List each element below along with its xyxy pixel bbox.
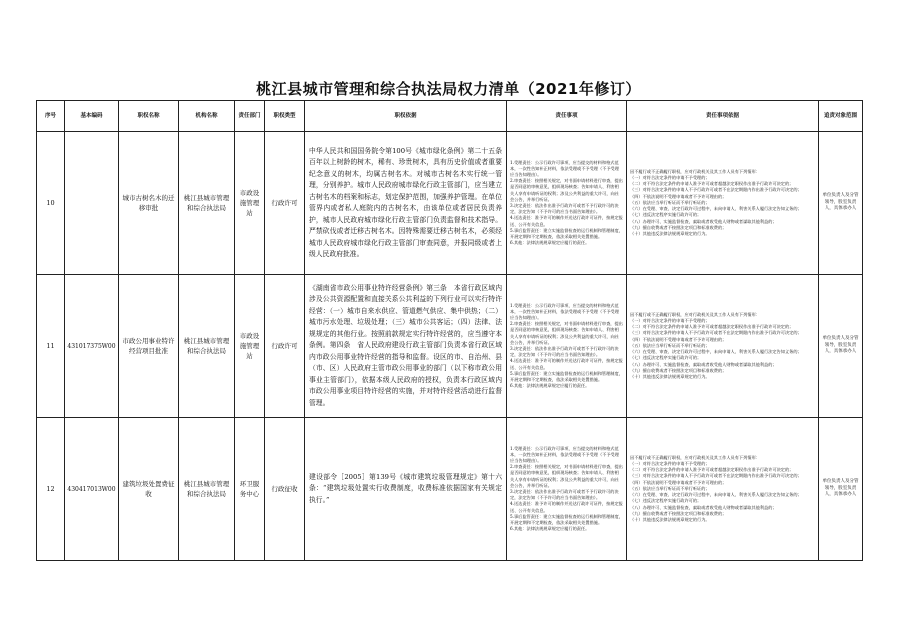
cell-code: 430417013W00 xyxy=(65,418,119,561)
cell-accountable: 单位负责人及分管领导，股室负责人，具体承办人 xyxy=(819,275,863,418)
cell-basis: 《湖南省市政公用事业特许经营条例》第三条 本省行政区域内涉及公共资源配置和直接关系公共利益的下列行业可以实行特许经营：（一）城市自来水供应、管道燃气供应、集中供热；（二）城市污水处理、垃圾处理；（三）城市公共客运；（四）法律、法规规定的其他行业。按照前款规定实行特许经营的，应当遵守本条例。第四条 省人民政府建设行政主管部门负责本省行政区域内市政公用事业特许经营的指导和监督。设区的市、自治州、县（市、区）人民政府主管市政公用事业的部门（以下称市政公用事业主管部门），依据本级人民政府的授权，负责本行政区域内市政公用事业项目特许经营的实施，并对特许经营活动进行监督管理。 xyxy=(305,275,507,418)
cell-duty-basis-line: （六）在受理、审查、决定行政许可过程中，未向申请人、利害关系人履行法定告知义务的； xyxy=(630,206,802,212)
cell-duties-line: 4.送达责任：准予许可的制作并送达行政许可证件，按规定报送、公开有关信息。 xyxy=(510,501,623,513)
header-duty-basis: 责任事项依据 xyxy=(627,101,819,132)
cell-accountable: 单位负责人及分管领导，股室负责人，具体承办人 xyxy=(819,418,863,561)
page-title: 桃江县城市管理和综合执法局权力清单（2021年修订） xyxy=(256,80,641,98)
cell-duties-line: 2.审查责任：按照相关规定，对书面申请材料进行审查，提出是否同意的审核意见，组织现场核查；告知申请人、利害相关人享有申请听证的权利；涉及公共利益的重大许可，向社会公告，并举行听证。 xyxy=(510,464,623,488)
cell-duty-basis-line: （九）擅自收费或者不按照法定项目和标准收费的； xyxy=(630,367,727,373)
header-code: 基本编码 xyxy=(65,101,119,132)
cell-duties-line: 2.审查责任：按照相关规定，对书面申请材料进行审查，提出是否同意的审核意见，组织现场核查；告知申请人、利害相关人享有申请听证的权利；涉及公共利益的重大许可，向社会公告，并举行听证。 xyxy=(510,321,623,345)
header-org: 机构名称 xyxy=(179,101,235,132)
cell-duty-basis-line: （四）不依法说明不受理申请或者不予许可理由的； xyxy=(630,193,727,199)
header-row xyxy=(37,101,863,132)
cell-duties-line: 5.事后监管责任：建立实施监督检查的运行机制和管理制度，开展定期和不定期检查，依法采取相关处置措施。 xyxy=(510,227,623,240)
cell-code xyxy=(65,132,119,275)
header-dept: 责任部门 xyxy=(235,101,265,132)
cell-duty-basis-line: 因不履行或不正确履行职权，应对行政机关及其工作人员有下列情形： xyxy=(630,168,760,174)
cell-duty-basis-line: （十）其他违反法律法规规章规定的行为。 xyxy=(630,373,710,379)
cell-basis: 建设部令［2005］第139号《城市建筑垃圾管理规定》第十六条：“建筑垃圾处置实行收费制度，收费标准依据国家有关规定执行。” xyxy=(305,418,507,561)
cell-duties xyxy=(507,418,627,561)
cell-duties xyxy=(507,132,627,275)
cell-duty-basis-line: （三）对符合法定条件的申请人不予行政许可或者不在法定期限内作出准予行政许可决定的； xyxy=(630,330,802,336)
cell-no: 12 xyxy=(37,418,65,561)
cell-duty-basis-line: （八）办理许可、实施监督检查，索取或者收受他人财物或者谋取其他利益的； xyxy=(630,361,777,367)
cell-duty-basis-line: （四）不依法说明不受理申请或者不予许可理由的； xyxy=(630,336,727,342)
cell-type: 行政许可 xyxy=(265,132,305,275)
cell-duty-basis-line: （五）依法应当举行听证而不举行听证的； xyxy=(630,485,710,491)
cell-duties-line: 4.送达责任：准予许可的制作并送达行政许可证件，按规定报送、公开有关信息。 xyxy=(510,358,623,370)
cell-duty-basis-line: （一）对符合法定条件的申请不予受理的； xyxy=(630,318,710,324)
cell-duty-basis-line: （七）违反法定程序实施行政许可的； xyxy=(630,355,702,361)
cell-duties-line: 2.审查责任：按照相关规定，对书面申请材料进行审查，提出是否同意的审核意见，组织现场核查；告知申请人、利害相关人享有申请听证的权利；涉及公共利益的重大许可，向社会公告，并举行听证。 xyxy=(510,178,623,202)
cell-duty-basis-line: （七）违反法定程序实施行政许可的； xyxy=(630,212,702,218)
cell-type: 行政征收 xyxy=(265,418,305,561)
cell-duties xyxy=(507,275,627,418)
cell-duty-basis-line: 因不履行或不正确履行职权，应对行政机关及其工作人员有下列情形： xyxy=(630,311,760,317)
cell-dept: 市政设施管理站 xyxy=(235,132,265,275)
cell-duty-basis-line: （一）对符合法定条件的申请不予受理的； xyxy=(630,175,710,181)
cell-type: 行政许可 xyxy=(265,275,305,418)
cell-duties-line: 5.事后监管责任：建立实施监督检查的运行机制和管理制度，开展定期和不定期检查，依法采取相关处置措施。 xyxy=(510,513,623,526)
cell-duty-basis-line: （八）办理许可、实施监督检查，索取或者收受他人财物或者谋取其他利益的； xyxy=(630,218,777,224)
cell-duties-line: 1.受理责任：公示行政许可事项、应当提交的材料和格式范本，一次性告知补正材料，依法受理或不予受理（不予受理应当告知理由）。 xyxy=(510,302,619,320)
cell-duty-basis xyxy=(627,132,819,275)
cell-duty-basis-line: （二）对不符合法定条件的申请人准予许可或者超越法定职权作出准予行政许可决定的； xyxy=(630,324,794,330)
cell-duties-line: 3.决定责任：依法作出准予行政许可或者不予行政许可的决定，法定告知（不予许可的应当书面告知理由）。 xyxy=(510,203,619,215)
cell-org: 桃江县城市管理和综合执法局 xyxy=(179,418,235,561)
header-no: 序号 xyxy=(37,101,65,132)
header-accountable: 追责对象范围 xyxy=(819,101,863,132)
cell-duties-line: 1.受理责任：公示行政许可事项、应当提交的材料和格式范本，一次性告知补正材料，依法受理或不予受理（不予受理应当告知理由）。 xyxy=(510,159,619,177)
cell-duty-basis-line: （六）在受理、审查、决定行政许可过程中，未向申请人、利害关系人履行法定告知义务的； xyxy=(630,492,802,498)
cell-no: 10 xyxy=(37,132,65,275)
header-type: 职权类型 xyxy=(265,101,305,132)
cell-duty-basis-line: （三）对符合法定条件的申请人不予行政许可或者不在法定期限内作出准予行政许可决定的； xyxy=(630,473,802,479)
cell-duty-basis-line: （八）办理许可、实施监督检查，索取或者收受他人财物或者谋取其他利益的； xyxy=(630,504,777,510)
cell-org: 桃江县城市管理和综合执法局 xyxy=(179,275,235,418)
cell-name: 城市古树名木的迁移审批 xyxy=(119,132,179,275)
cell-dept: 环卫服务中心 xyxy=(235,418,265,561)
cell-duties-line: 5.事后监管责任：建立实施监督检查的运行机制和管理制度，开展定期和不定期检查，依法采取相关处置措施。 xyxy=(510,370,623,383)
cell-code: 431017375W00 xyxy=(65,275,119,418)
cell-duty-basis-line: （七）违反法定程序实施行政许可的； xyxy=(630,498,702,504)
power-list-table xyxy=(36,100,863,561)
cell-duty-basis-line: 因不履行或不正确履行职权，应对行政机关及其工作人员有下列情形： xyxy=(630,454,760,460)
cell-duties-line: 4.送达责任：准予许可的制作并送达行政许可证件，按规定报送、公开有关信息。 xyxy=(510,215,623,227)
cell-no: 11 xyxy=(37,275,65,418)
cell-duties-line: 6.其他：法律法规规章规定应履行的责任。 xyxy=(510,240,590,246)
header-duties: 责任事项 xyxy=(507,101,627,132)
table-row xyxy=(37,275,863,418)
cell-duty-basis-line: （十）其他违反法律法规规章规定的行为。 xyxy=(630,516,710,522)
cell-duty-basis-line: （五）依法应当举行听证而不举行听证的； xyxy=(630,199,710,205)
cell-duty-basis-line: （三）对符合法定条件的申请人不予行政许可或者不在法定期限内作出准予行政许可决定的； xyxy=(630,187,802,193)
header-name: 职权名称 xyxy=(119,101,179,132)
table-row xyxy=(37,132,863,275)
cell-duties-line: 6.其他：法律法规规章规定应履行的责任。 xyxy=(510,383,590,389)
cell-duty-basis-line: （九）擅自收费或者不按照法定项目和标准收费的； xyxy=(630,510,727,516)
cell-duty-basis-line: （二）对不符合法定条件的申请人准予许可或者超越法定职权作出准予行政许可决定的； xyxy=(630,467,794,473)
cell-duties-line: 6.其他：法律法规规章规定应履行的责任。 xyxy=(510,526,590,532)
cell-duties-line: 1.受理责任：公示行政许可事项、应当提交的材料和格式范本，一次性告知补正材料，依法受理或不予受理（不予受理应当告知理由）。 xyxy=(510,445,619,463)
cell-dept: 市政设施管理站 xyxy=(235,275,265,418)
cell-duty-basis-line: （一）对符合法定条件的申请不予受理的； xyxy=(630,461,710,467)
cell-basis: 中华人民共和国国务院令第100号《城市绿化条例》第二十五条 百年以上树龄的树木，稀有、珍贵树木，具有历史价值或者重要纪念意义的树木，均属古树名木。对城市古树名木实行统一管理，分别养护。城市人民政府城市绿化行政主管部门，应当建立古树名木的档案和标志，划定保护范围，加强养护管理。在单位管界内或者私人庭院内的古树名木，由该单位或者居民负责养护，城市人民政府城市绿化行政主管部门负责监督和技术指导。严禁砍伐或者迁移古树名木。因特殊需要迁移古树名木，必须经城市人民政府城市绿化行政主管部门审查同意，并报同级或者上级人民政府批准。 xyxy=(305,132,507,275)
cell-name: 市政公用事业特许经营项目批准 xyxy=(119,275,179,418)
cell-duty-basis-line: （二）对不符合法定条件的申请人准予许可或者超越法定职权作出准予行政许可决定的； xyxy=(630,181,794,187)
cell-duty-basis-line: （九）擅自收费或者不按照法定项目和标准收费的； xyxy=(630,224,727,230)
cell-duty-basis-line: （四）不依法说明不受理申请或者不予许可理由的； xyxy=(630,479,727,485)
cell-accountable: 单位负责人及分管领导，股室负责人，具体承办人 xyxy=(819,132,863,275)
cell-duty-basis-line: （六）在受理、审查、决定行政许可过程中，未向申请人、利害关系人履行法定告知义务的； xyxy=(630,349,802,355)
cell-org: 桃江县城市管理和综合执法局 xyxy=(179,132,235,275)
cell-duty-basis-line: （十）其他违反法律法规规章规定的行为。 xyxy=(630,230,710,236)
cell-duties-line: 3.决定责任：依法作出准予行政许可或者不予行政许可的决定，法定告知（不予许可的应当书面告知理由）。 xyxy=(510,489,619,501)
cell-duty-basis xyxy=(627,275,819,418)
cell-duty-basis-line: （五）依法应当举行听证而不举行听证的； xyxy=(630,342,710,348)
header-basis: 职权依据 xyxy=(305,101,507,132)
cell-duties-line: 3.决定责任：依法作出准予行政许可或者不予行政许可的决定，法定告知（不予许可的应当书面告知理由）。 xyxy=(510,346,619,358)
cell-name: 建筑垃圾处置费征收 xyxy=(119,418,179,561)
table-row xyxy=(37,418,863,561)
cell-duty-basis xyxy=(627,418,819,561)
